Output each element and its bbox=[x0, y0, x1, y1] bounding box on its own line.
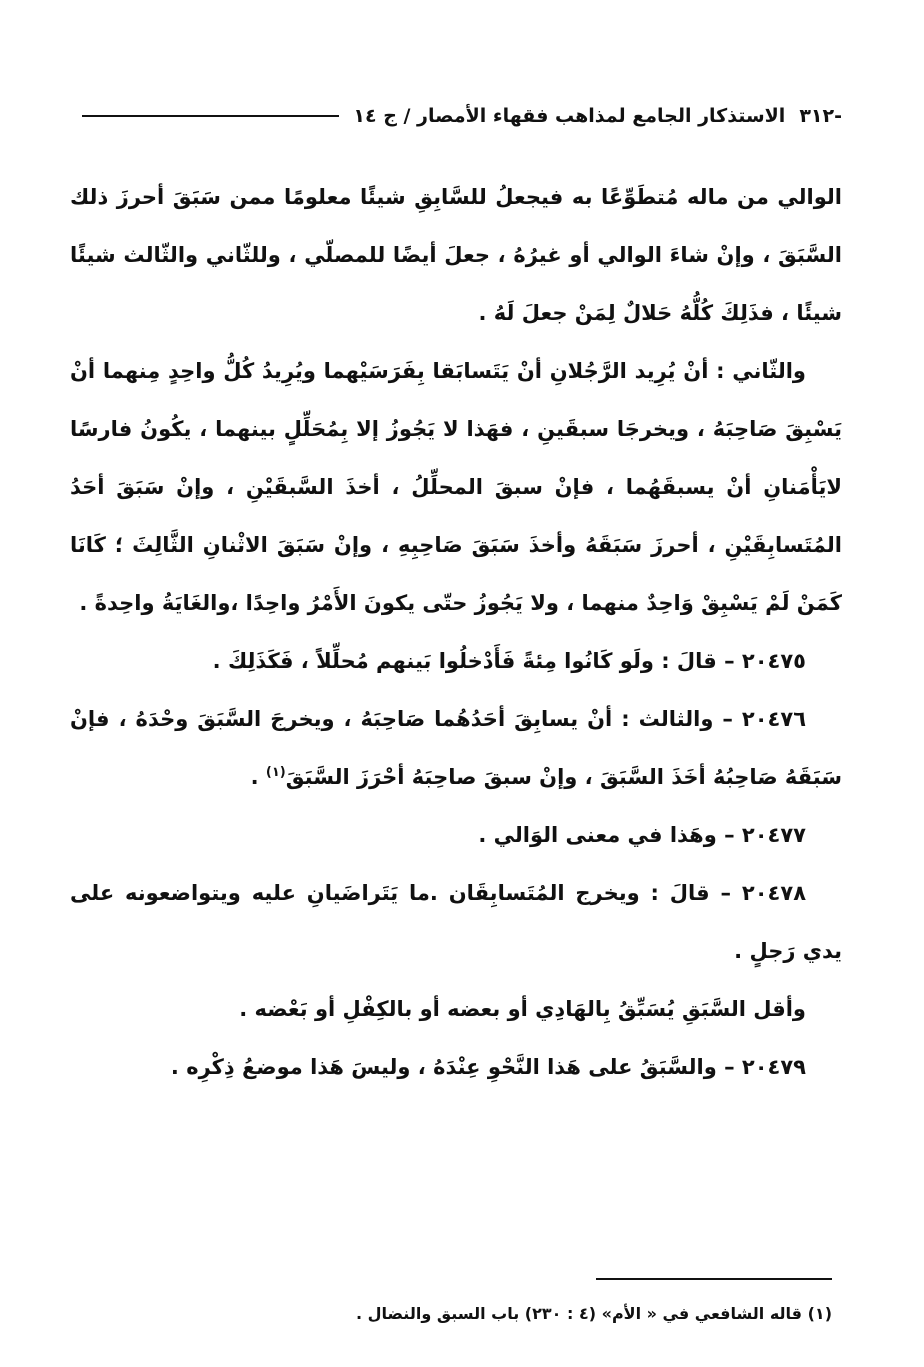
main-text bbox=[70, 168, 842, 1096]
paragraph-text: قالَ : ولَو كَانُوا مِئةً فَأَدْخلُوا بَينهم مُحلِّلاً ، فَكَذَلِكَ . bbox=[212, 649, 717, 673]
footnote bbox=[72, 1302, 832, 1326]
paragraph-number: ٢٠٤٧٦ – bbox=[722, 707, 807, 731]
header-rule bbox=[82, 115, 339, 117]
paragraph-text: والثّاني : أنْ يُرِيد الرَّجُلانِ أنْ يَتَسابَقا بِفَرَسَيْهما ويُرِيدُ كُلُّ واحِدٍ مِنهما أنْ يَسْبِقَ صَاحِبَهُ ، ويخرجَا سبقَينِ ، فهَذا لا يَجُوزُ إلا بِمُحَلِّلٍ بينهما ، يكُونُ فارسًا لايَأْمَنانِ أنْ يسبقَهُما ، فإنْ سبقَ المحلِّلُ ، أخذَ السَّبقَيْنِ ، وإنْ سَبَقَ أحَدُ المُتَسابِقَيْنِ ، أحرزَ سَبَقَهُ وأخذَ سَبَقَ صَاحِبِهِ ، وإنْ سَبَقَ الاثْنانِ الثَّالِثَ ؛ كَانَا كَمَنْ لَمْ يَسْبِقْ وَاحِدٌ منهما ، ولا يَجُوزُ حتّى يكونَ الأَمْرُ واحِدًا ،والغَايَةُ واحِدةً . bbox=[70, 359, 842, 615]
paragraph-number: ٢٠٤٧٩ – bbox=[724, 1055, 806, 1079]
numbered-paragraph bbox=[70, 806, 842, 864]
paragraph-text: والسَّبَقُ على هَذا النَّحْوِ عِنْدَهُ ، وليسَ هَذا موضعُ ذِكْرِه . bbox=[170, 1055, 717, 1079]
footnote-separator bbox=[596, 1278, 832, 1280]
footnote-marker: (١) bbox=[807, 1304, 832, 1323]
footnote-reference[interactable]: (١) bbox=[265, 765, 286, 780]
footnote-text: قاله الشافعي في « الأم» (٤ : ٢٣٠) باب السبق والنضال . bbox=[356, 1304, 803, 1323]
paragraph-text: الوالي من ماله مُتطَوِّعًا به فيجعلُ للسَّابِقِ شيئًا معلومًا ممن سَبَقَ أحرزَ ذلك السَّبَقَ ، وإنْ شاءَ الوالي أو غيرُهُ ، جعلَ أيضًا للمصلّي ، وللثّاني والثّالث شيئًا شيئًا ، فذَلِكَ كُلُّهُ حَلالٌ لِمَنْ جعلَ لَهُ . bbox=[70, 185, 842, 325]
paragraph-number: ٢٠٤٧٥ – bbox=[724, 649, 806, 673]
paragraph-text: وهَذا في معنى الوَالي . bbox=[478, 823, 717, 847]
paragraph-text-end: . bbox=[250, 765, 266, 789]
running-header bbox=[82, 96, 842, 136]
paragraph bbox=[70, 342, 842, 632]
paragraph-text: والثالث : أنْ يسابِقَ أحَدُهُما صَاحِبَهُ ، ويخرجَ السَّبَقَ وحْدَهُ ، فإنْ سَبَقَهُ صَاحِبُهُ أخَذَ السَّبَقَ ، وإنْ سبقَ صاحِبَهُ أحْرَزَ السَّبَقَ bbox=[70, 707, 842, 789]
book-title: الاستذكار الجامع لمذاهب فقهاء الأمصار / ج ١٤ bbox=[353, 105, 786, 127]
numbered-paragraph bbox=[70, 690, 842, 806]
paragraph-text: قالَ : ويخرج المُتَسابِقَان .ما يَتَراضَيانِ عليه ويتواضعونه على يدي رَجلٍ . bbox=[70, 881, 842, 963]
paragraph-number: ٢٠٤٧٨ – bbox=[720, 881, 807, 905]
paragraph-text: وأقل السَّبَقِ يُسَبِّقُ بِالهَادِي أو بعضه أو بالكِفْلِ أو بَعْضه . bbox=[239, 997, 806, 1021]
paragraph-number: ٢٠٤٧٧ – bbox=[724, 823, 806, 847]
numbered-paragraph bbox=[70, 864, 842, 980]
numbered-paragraph bbox=[70, 1038, 842, 1096]
numbered-paragraph bbox=[70, 632, 842, 690]
paragraph bbox=[70, 980, 842, 1038]
paragraph-continuation bbox=[70, 168, 842, 342]
page-number: -٣١٢ bbox=[799, 105, 842, 127]
